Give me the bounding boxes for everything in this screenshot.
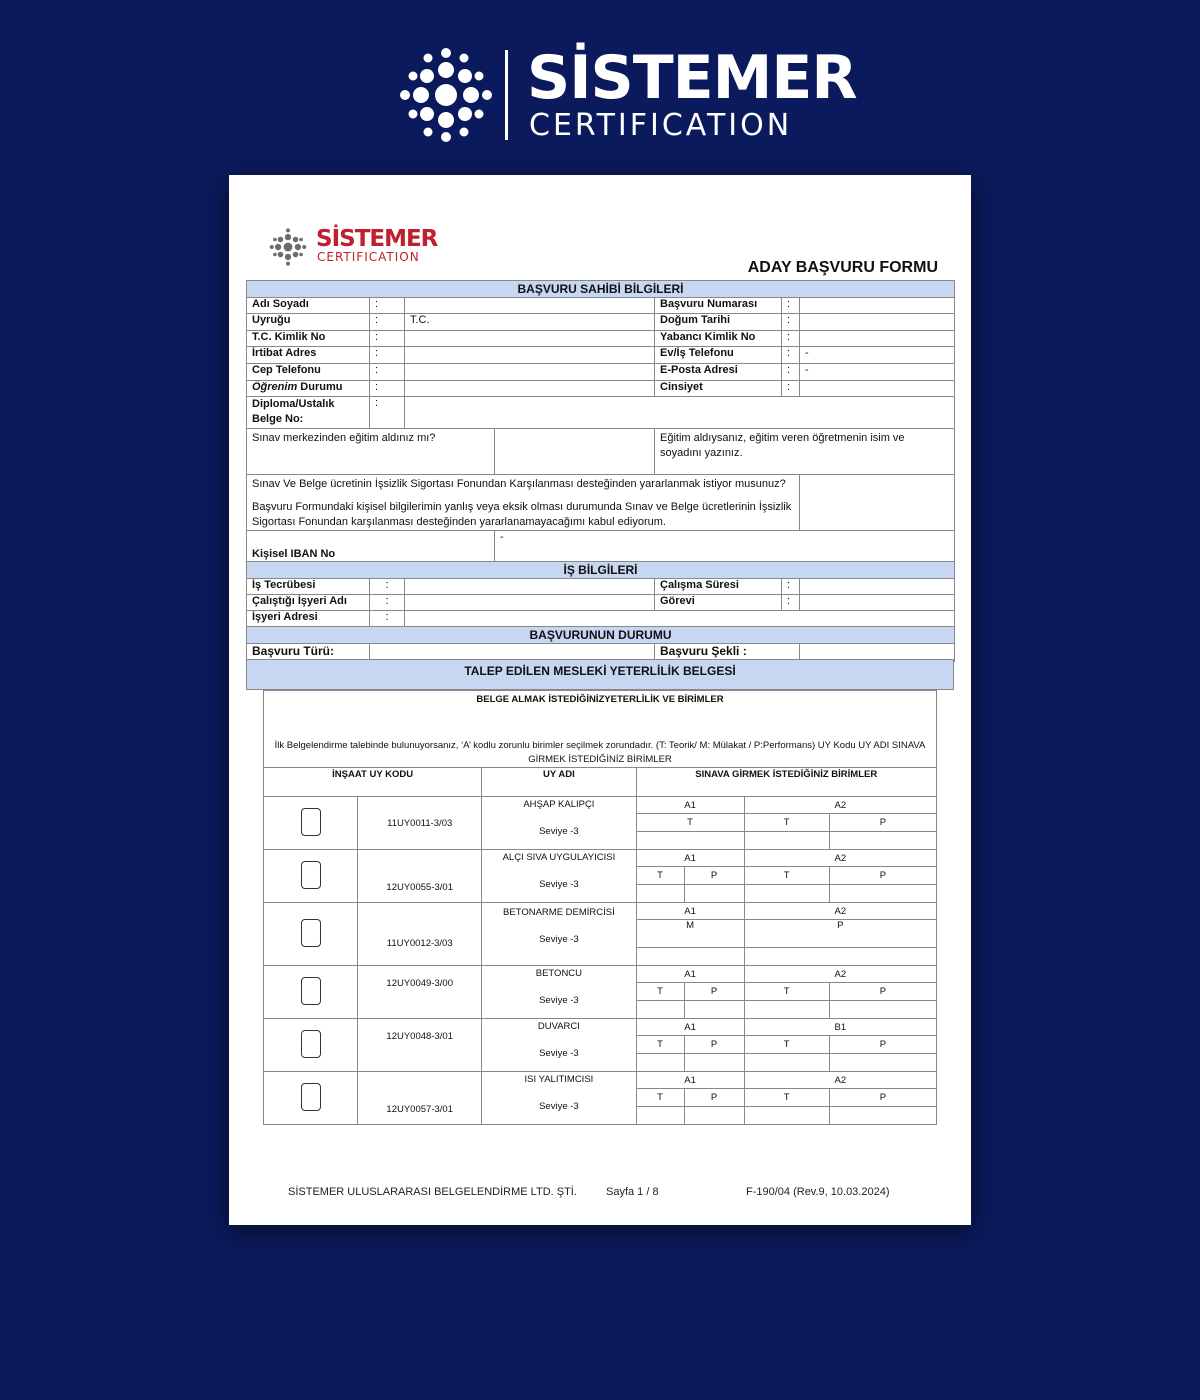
unit-select-cell[interactable]: [636, 885, 684, 903]
qualification-code: 11UY0011-3/03: [358, 797, 482, 850]
field-label: Doğum Tarihi: [655, 314, 782, 331]
exam-type: T: [744, 814, 829, 832]
qualification-name: BETONARME DEMİRCİSİ: [503, 907, 615, 918]
email-field[interactable]: -: [800, 364, 955, 381]
field-label: Cep Telefonu: [247, 364, 370, 381]
employer-name-field[interactable]: [405, 595, 655, 611]
training-question: Sınav merkezinden eğitim aldınız mı?: [247, 429, 495, 475]
exam-type: P: [829, 983, 936, 1001]
colon: :: [370, 579, 405, 595]
field-label: Başvuru Şekli :: [655, 644, 800, 662]
unit-select-cell[interactable]: [636, 1001, 684, 1019]
form-title: ADAY BAŞVURU FORMU: [747, 259, 938, 276]
qualification-checkbox-cell[interactable]: [264, 1019, 358, 1072]
unit-label: A1: [636, 903, 744, 920]
exam-type: T: [636, 814, 744, 832]
qualification-code: 12UY0049-3/00: [358, 966, 482, 1019]
unit-select-cell[interactable]: [636, 1107, 684, 1125]
qualification-name: AHŞAP KALIPÇI: [523, 799, 595, 810]
qualification-name-cell: [482, 1019, 636, 1072]
field-label: Başvuru Numarası: [655, 298, 782, 314]
unit-label: A2: [744, 850, 936, 867]
section-applicant: BAŞVURU SAHİBİ BİLGİLERİ: [247, 281, 955, 298]
qualification-checkbox[interactable]: [301, 919, 321, 947]
qualification-row: [264, 903, 937, 920]
field-label: Uyruğu: [247, 314, 370, 331]
form-row: [247, 475, 955, 531]
exam-type: T: [636, 1036, 684, 1054]
unit-label: A1: [636, 850, 744, 867]
unit-select-cell[interactable]: [829, 885, 936, 903]
applicant-info-table: [246, 280, 955, 662]
unit-select-cell[interactable]: [636, 1054, 684, 1072]
unit-select-cell[interactable]: [684, 1001, 744, 1019]
unit-label: A1: [636, 1072, 744, 1089]
exam-type: T: [744, 1036, 829, 1054]
paper-logo-name: SİSTEMER: [316, 226, 438, 252]
qualification-row: [264, 797, 937, 814]
unit-select-cell[interactable]: [744, 1107, 829, 1125]
colon: :: [370, 347, 405, 364]
colon: :: [370, 397, 405, 429]
colon: :: [370, 298, 405, 314]
footer-form-code: F-190/04 (Rev.9, 10.03.2024): [746, 1186, 890, 1198]
unit-select-cell[interactable]: [744, 885, 829, 903]
qualification-checkbox[interactable]: [301, 1083, 321, 1111]
unemployment-fund-answer-field[interactable]: [800, 475, 955, 531]
form-row: [247, 531, 955, 562]
qualification-code: 12UY0055-3/01: [358, 850, 482, 903]
colon: :: [782, 595, 800, 611]
unemployment-fund-question-text: Sınav Ve Belge ücretinin İşsizlik Sigortası Fonundan Karşılanması desteğinden yararlanmak istiyor musunuz?: [252, 478, 786, 490]
unit-select-cell[interactable]: [744, 1054, 829, 1072]
unit-select-cell[interactable]: [829, 1054, 936, 1072]
unit-label: A1: [636, 966, 744, 983]
iban-field[interactable]: -: [495, 531, 955, 562]
field-label: [247, 381, 370, 397]
training-answer-field[interactable]: [495, 429, 655, 475]
colon: :: [782, 314, 800, 331]
qualification-code: 12UY0048-3/01: [358, 1019, 482, 1072]
form-row: [247, 397, 955, 429]
form-row: [247, 381, 955, 397]
globe-logo-icon: [395, 42, 497, 148]
contact-address-field[interactable]: [405, 347, 655, 364]
colon: :: [370, 595, 405, 611]
exam-type: P: [684, 983, 744, 1001]
unit-select-cell[interactable]: [684, 885, 744, 903]
unit-select-cell[interactable]: [744, 1001, 829, 1019]
qualification-checkbox-cell[interactable]: [264, 903, 358, 966]
exam-type: P: [684, 1036, 744, 1054]
field-label: İş Tecrübesi: [247, 579, 370, 595]
work-duration-field[interactable]: [800, 579, 955, 595]
column-header-name: UY ADI: [482, 768, 636, 797]
exam-type: P: [744, 920, 936, 948]
exam-type: T: [744, 867, 829, 885]
field-label-italic: Öğrenim: [252, 381, 298, 393]
globe-logo-icon: [267, 226, 309, 268]
exam-type: M: [636, 920, 744, 948]
name-field[interactable]: [405, 298, 655, 314]
brand-separator: [505, 50, 508, 140]
position-field[interactable]: [800, 595, 955, 611]
exam-type: P: [684, 867, 744, 885]
qualification-checkbox-cell[interactable]: [264, 966, 358, 1019]
gender-field[interactable]: [800, 381, 955, 397]
qualification-level: Seviye -3: [539, 1048, 579, 1059]
iban-label: Kişisel IBAN No: [247, 531, 495, 562]
field-label: E-Posta Adresi: [655, 364, 782, 381]
colon: :: [370, 364, 405, 381]
exam-type: T: [744, 1089, 829, 1107]
qualification-name: BETONCU: [535, 968, 583, 979]
qualification-note: İlk Belgelendirme talebinde bulunuyorsanız, ‘A’ kodlu zorunlu birimler seçilmek zorundadır. (T: Teorik/ M: Mülakat / P:Performans) UY Kodu UY ADI SINAVA GİRMEK İSTEDİĞİNİZ BİRİMLER: [264, 717, 937, 768]
qualification-level: Seviye -3: [539, 826, 579, 837]
field-label: Çalışma Süresi: [655, 579, 782, 595]
form-row: [247, 314, 955, 331]
footer-company: SİSTEMER ULUSLARARASI BELGELENDİRME LTD. ŞTİ.: [288, 1186, 577, 1198]
paper-logo-subtitle: CERTIFICATION: [317, 250, 420, 264]
qualification-level: Seviye -3: [539, 934, 579, 945]
colon: :: [782, 381, 800, 397]
qualification-name-cell: [482, 850, 636, 903]
unit-select-cell[interactable]: [829, 1001, 936, 1019]
qualification-row: [264, 966, 937, 983]
section-job: İŞ BİLGİLERİ: [247, 562, 955, 579]
form-row: [247, 364, 955, 381]
qualification-name: ISI YALITIMCISI: [524, 1074, 594, 1085]
field-label: Ev/İş Telefonu: [655, 347, 782, 364]
home-phone-field[interactable]: -: [800, 347, 955, 364]
exam-type: T: [636, 983, 684, 1001]
qualification-row: [264, 850, 937, 867]
column-header-units: SINAVA GİRMEK İSTEDİĞİNİZ BİRİMLER: [636, 768, 937, 797]
section-requested-qualification: TALEP EDİLEN MESLEKİ YETERLİLİK BELGESİ: [246, 659, 954, 690]
qualification-checkbox[interactable]: [301, 977, 321, 1005]
form-row: [247, 579, 955, 595]
brand-logo: [395, 38, 857, 150]
qualification-checkbox[interactable]: [301, 861, 321, 889]
exam-type: T: [744, 983, 829, 1001]
qualification-checkbox-cell[interactable]: [264, 850, 358, 903]
qualification-name-cell: [482, 903, 636, 966]
field-label: Diploma/Ustalık Belge No:: [247, 397, 370, 429]
field-label: İrtibat Adres: [247, 347, 370, 364]
field-label: İşyeri Adresi: [247, 611, 370, 627]
page-footer: [229, 1186, 971, 1202]
colon: :: [782, 364, 800, 381]
exam-type: P: [829, 1089, 936, 1107]
qualification-checkbox-cell[interactable]: [264, 1072, 358, 1125]
section-status: BAŞVURUNUN DURUMU: [247, 627, 955, 644]
foreign-id-field[interactable]: [800, 331, 955, 347]
unemployment-fund-question: [247, 475, 800, 531]
unit-select-cell[interactable]: [829, 1107, 936, 1125]
field-label: T.C. Kimlik No: [247, 331, 370, 347]
brand-name: SİSTEMER: [527, 43, 857, 113]
qualification-row: [264, 1072, 937, 1089]
qualification-level: Seviye -3: [539, 995, 579, 1006]
unit-select-cell[interactable]: [744, 948, 936, 966]
exam-type: P: [829, 814, 936, 832]
unit-select-cell[interactable]: [829, 832, 936, 850]
qualification-name-cell: [482, 966, 636, 1019]
field-label: Görevi: [655, 595, 782, 611]
qualification-name-cell: [482, 797, 636, 850]
qualification-checkbox[interactable]: [301, 808, 321, 836]
form-row: [247, 429, 955, 475]
qualification-heading: BELGE ALMAK İSTEDİĞİNİZYETERLİLİK VE BİRİMLER: [264, 691, 937, 717]
form-row: [247, 347, 955, 364]
unit-label: A1: [636, 797, 744, 814]
birth-date-field[interactable]: [800, 314, 955, 331]
colon: :: [782, 298, 800, 314]
unit-label: A2: [744, 966, 936, 983]
tc-id-field[interactable]: [405, 331, 655, 347]
education-field[interactable]: [405, 381, 655, 397]
exam-type: P: [829, 1036, 936, 1054]
work-experience-field[interactable]: [405, 579, 655, 595]
unit-label: A2: [744, 1072, 936, 1089]
form-row: [247, 595, 955, 611]
field-label-rest: Durumu: [297, 381, 343, 393]
colon: :: [370, 314, 405, 331]
qualification-checkbox-cell[interactable]: [264, 797, 358, 850]
field-label: Çalıştığı İşyeri Adı: [247, 595, 370, 611]
training-note: Eğitim aldıysanız, eğitim veren öğretmenin isim ve soyadını yazınız.: [655, 429, 955, 475]
unit-select-cell[interactable]: [684, 1054, 744, 1072]
field-label: Cinsiyet: [655, 381, 782, 397]
colon: :: [782, 331, 800, 347]
qualification-name: DUVARCI: [537, 1021, 580, 1032]
form-row: [247, 298, 955, 314]
form-row: [247, 331, 955, 347]
field-label: Yabancı Kimlik No: [655, 331, 782, 347]
application-number-field[interactable]: [800, 298, 955, 314]
unit-label: A2: [744, 903, 936, 920]
footer-page-number: Sayfa 1 / 8: [606, 1186, 659, 1198]
mobile-phone-field[interactable]: [405, 364, 655, 381]
unit-select-cell[interactable]: [636, 832, 744, 850]
unemployment-fund-note: Başvuru Formundaki kişisel bilgilerimin yanlış veya eksik olması durumunda Sınav ve Belge ücretlerinin İşsizlik Sigortası Fonundan karşılanması desteğinden yararlanamayacağımı kabul ediyorum.: [252, 501, 792, 528]
column-header-code: İNŞAAT UY KODU: [264, 768, 482, 797]
form-row: [247, 611, 955, 627]
qualification-name: ALÇI SIVA UYGULAYICISI: [502, 852, 616, 863]
diploma-field[interactable]: [405, 397, 955, 429]
paper-logo: [267, 223, 438, 269]
nationality-field[interactable]: T.C.: [405, 314, 655, 331]
exam-type: T: [636, 1089, 684, 1107]
qualification-code: 11UY0012-3/03: [358, 903, 482, 966]
colon: :: [370, 381, 405, 397]
colon: :: [782, 579, 800, 595]
colon: :: [370, 611, 405, 627]
field-label: Adı Soyadı: [247, 298, 370, 314]
qualification-code: 12UY0057-3/01: [358, 1072, 482, 1125]
unit-label: A1: [636, 1019, 744, 1036]
colon: :: [370, 331, 405, 347]
unit-label: A2: [744, 797, 936, 814]
unit-select-cell[interactable]: [744, 832, 829, 850]
qualification-row: [264, 1019, 937, 1036]
qualification-level: Seviye -3: [539, 1101, 579, 1112]
form-page: [229, 175, 971, 1225]
brand-subtitle: CERTIFICATION: [529, 108, 793, 143]
field-label: Başvuru Türü:: [247, 644, 370, 662]
unit-select-cell[interactable]: [684, 1107, 744, 1125]
exam-type: P: [684, 1089, 744, 1107]
unit-label: B1: [744, 1019, 936, 1036]
exam-type: P: [829, 867, 936, 885]
workplace-address-field[interactable]: [405, 611, 955, 627]
colon: :: [782, 347, 800, 364]
qualification-table: [263, 690, 937, 1125]
qualification-name-cell: [482, 1072, 636, 1125]
qualification-level: Seviye -3: [539, 879, 579, 890]
qualification-checkbox[interactable]: [301, 1030, 321, 1058]
exam-type: T: [636, 867, 684, 885]
unit-select-cell[interactable]: [636, 948, 744, 966]
